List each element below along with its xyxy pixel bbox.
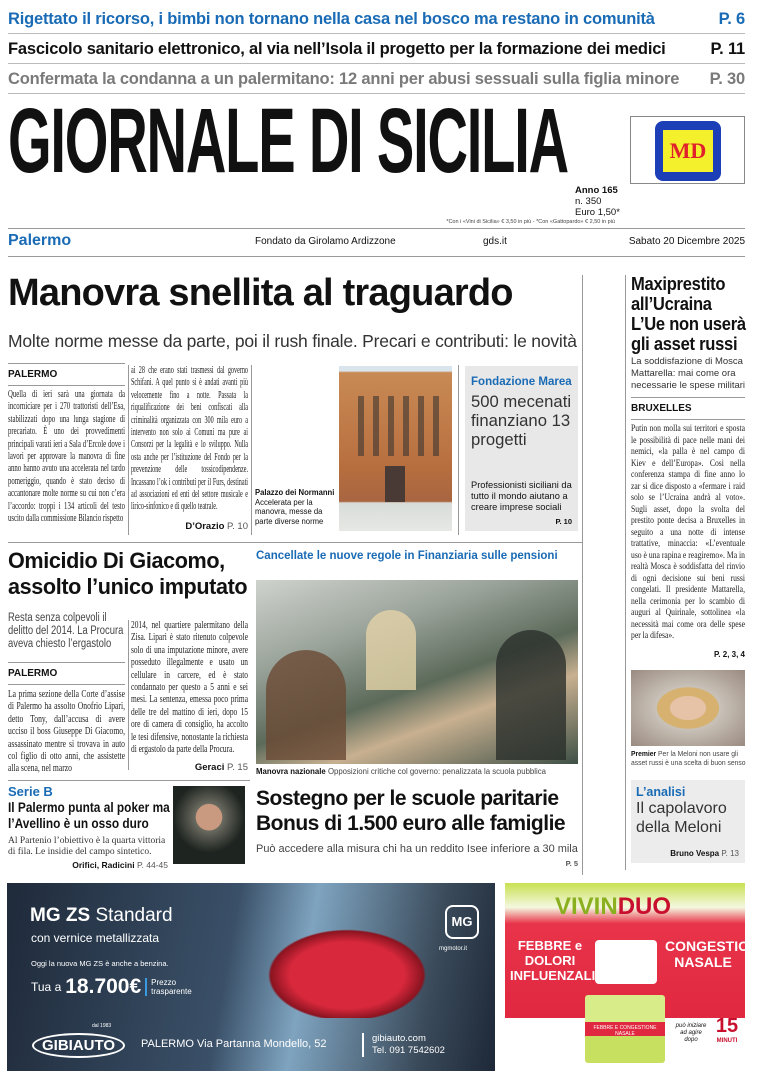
fondazione-marea-box[interactable] (465, 366, 578, 531)
ad-line: Oggi la nuova MG ZS è anche a benzina. (31, 959, 169, 968)
lead-signature: D’Orazio P. 10 (185, 521, 248, 532)
vivinduo-logo: VIVINDUO (555, 893, 672, 920)
box-title: 500 mecenati finanziano 13 progetti (471, 392, 572, 449)
anno: Anno 165 (575, 185, 618, 196)
car-image (257, 923, 437, 1018)
serie-b-kicker: Serie B (8, 784, 53, 799)
ucraina-dateline: BRUXELLES (631, 397, 745, 420)
ad-address: PALERMO Via Partanna Mondello, 52 (141, 1038, 327, 1050)
gibiauto-logo: GIBIAUTO (32, 1033, 125, 1058)
box-kicker: Fondazione Marea (471, 374, 572, 388)
site-link[interactable]: gds.it (483, 236, 507, 247)
page-ref: P. 30 (709, 70, 745, 88)
md-sponsor-logo[interactable] (630, 116, 745, 184)
issue-info (575, 185, 620, 218)
ucraina-headline[interactable]: Maxiprestito all’Ucraina L’Ue non userà gli asset russi (631, 274, 746, 354)
ucraina-page: P. 2, 3, 4 (714, 650, 745, 659)
top-headline-1[interactable] (8, 6, 745, 34)
ad-price: Tua a 18.700€ Prezzo trasparente (31, 975, 195, 999)
box-page: P. 10 (555, 517, 572, 526)
classroom-photo (256, 580, 578, 764)
price-note: *Con i «Vini di Sicilia» € 3,50 in più - *Con «Gattopardo» € 2,50 in più (446, 219, 615, 225)
page-ref: P. 6 (718, 10, 745, 28)
mg-site: mgmotor.it (439, 946, 468, 952)
ad-contacts: gibiauto.com Tel. 091 7542602 (362, 1033, 445, 1057)
meloni-caption: Premier Per la Meloni non usare gli asset russi è una scelta di buon senso (631, 749, 746, 767)
serie-b-signature: Orifici, Radicini P. 44-45 (72, 860, 168, 870)
15-minuti-badge: 15 MINUTI (715, 1015, 739, 1044)
serie-b-headline[interactable]: Il Palermo punta al poker ma l’Avellino è un osso duro (8, 800, 170, 831)
omicidio-body-col1: La prima sezione della Corte d’assise di Palermo ha assolto Onofrio Lipari, detto Tony, dall’accusa di avere ucciso il boss Giuseppe Di Giacomo, assassinato mentre si trovava in auto col figlio di otto anni, che assistette alla scena, nel marzo (8, 689, 126, 775)
top-headline-2[interactable] (8, 36, 745, 64)
lead-subhead: Molte norme messe da parte, poi il rush finale. Precari e contributi: le novità (8, 331, 577, 351)
lead-body-col2: ai 28 che erano stati trasmessi dal governo Schifani. A quel punto si è andati avanti più velocemente fino a notte. Passata la riqualificazione dei beni confiscati alla criminalità organizzata con 300 mila euro a intervento non solo ai Comuni ma pure ai Consorzi per la legalità e lo sviluppo. Nulla osta anche per l’istituzione del Fondo per la prevenzione delle tossicodipendenze. Incassano l’ok i contributi per il Furs, destinati ad associazioni ed enti del settore musicale e lirico-sinfonico e di quello teatrale. (131, 365, 248, 513)
md-logo-text: MD (663, 130, 713, 172)
lead-headline[interactable]: Manovra snellita al traguardo (8, 272, 513, 314)
scuole-subhead: Può accedere alla misura chi ha un reddito Isee inferiore a 30 mila (256, 843, 578, 855)
omicidio-dateline: PALERMO (8, 662, 125, 685)
face-illustration (595, 940, 657, 984)
prezzo: Euro 1,50* (575, 207, 620, 218)
ucraina-body: Putin non molla sui territori e sposta le possibilità di pace nelle mani dei nemici, «la palla è nel campo di Kiev e dell’Europa». Così nella conferenza stampa di fine anno lo zar si dice disposto a «fermare i raid solo se l’Ucraina andrà al voto». Sugli asset, dopo la svolta del prestito ponte decisa a Bruxelles in seguito a una notte di intense trattative, minaccia: «L’eventuale uso è una rapina e reagiremo». Ma in realtà Mosca è soddisfatta del rinvio di ogni decisione sui beni russi congelati. Il presidente Mattarella, nella cerimonia per lo scambio di auguri al Quirinale, sottolinea «la necessità mai come ora delle spese per la difesa». (631, 423, 745, 641)
palazzo-normanni-photo (339, 366, 452, 531)
serie-b-text: Al Partenio l’obiettivo è la quarta vittoria di fila. Le insidie del campo sintetico. (8, 836, 166, 857)
omicidio-subhead: Resta senza colpevoli il delitto del 2014. La Procura aveva chiesto l’ergastolo (8, 612, 124, 650)
headline-text: Rigettato il ricorso, i bimbi non tornano nella casa nel bosco ma restano in comunità (8, 10, 655, 28)
ad-model: MG ZS Standard (30, 905, 173, 926)
omicidio-headline[interactable]: Omicidio Di Giacomo, assolto l’unico imputato (8, 548, 248, 599)
classroom-caption: Manovra nazionale Opposizioni critiche col governo: penalizzata la scuola pubblica (256, 767, 546, 776)
headline-text: Fascicolo sanitario elettronico, al via nell’Isola il progetto per la formazione dei medici (8, 40, 666, 58)
ad-mg-zs[interactable] (7, 883, 495, 1071)
omicidio-signature: Geraci P. 15 (194, 762, 248, 773)
mg-logo: MG (445, 905, 479, 939)
analisi-signature: Bruno Vespa P. 13 (670, 849, 739, 858)
numero: n. 350 (575, 196, 602, 207)
meloni-photo (631, 670, 745, 746)
lead-dateline: PALERMO (8, 363, 125, 386)
ad-vivinduo[interactable] (505, 883, 768, 1071)
analisi-title: Il capolavoro della Meloni (636, 800, 727, 836)
analisi-kicker: L’analisi (636, 785, 686, 799)
pensioni-kicker[interactable]: Cancellate le nuove regole in Finanziaria sulle pensioni (256, 550, 558, 562)
page-ref: P. 11 (710, 40, 745, 58)
omicidio-body-col2: 2014, nel quartiere palermitano della Zisa. Lipari è stato ritenuto colpevole solo di una imputazione minore, avere posseduto illegalmente e usato un cellulare in carcere, ed è stato condannato per questo a 5 anni e sei mesi. La sentenza, emessa poco prima delle tre del mattino di ieri, dopo 15 ore di camera di consiglio, ha accolto le tesi difensive, nonostante la richiesta di ergastolo da parte della Procura. (131, 620, 248, 756)
product-pack: FEBBRE E CONGESTIONE NASALE (585, 995, 665, 1063)
date: Sabato 20 Dicembre 2025 (628, 236, 745, 247)
ad-tagline: con vernice metallizzata (31, 931, 160, 945)
scuole-page: P. 5 (565, 859, 578, 868)
lead-body-col1: Quella di ieri sarà una giornata da incorniciare per i 270 trattoristi dell’Esa, stabilizzati dopo una lunga stagione di precariato. È uno dei provvedimenti principali varati ieri a Sala d’Ercole dove i lavori per approvare la manovra di fine anno hanno avuto una accelerata nel tardo pomeriggio, quando è stato deciso di accantonare molte norme su cui non c’era l’accordo: troppi i 134 articoli del testo uscito dalla commissione Bilancio rispetto (8, 389, 125, 525)
box-text: Professionisti siciliani da tutto il mondo aiutano a creare imprese sociali (471, 480, 572, 512)
edition: Palermo (8, 232, 72, 249)
coach-photo (173, 786, 245, 864)
headline-text: Confermata la condanna a un palermitano: 12 anni per abusi sessuali sulla figlia minore (8, 70, 680, 88)
dealer-since: dal 1983 (92, 1023, 112, 1029)
scuole-headline[interactable]: Sostegno per le scuole paritarie Bonus di 1.500 euro alle famiglie (256, 787, 566, 835)
analisi-box[interactable] (631, 780, 745, 863)
founder: Fondato da Girolamo Ardizzone (255, 236, 396, 247)
ucraina-subhead: La soddisfazione di Mosca Mattarella: mai come ora necessarie le spese militari (631, 356, 746, 391)
masthead-title: GIORNALE DI SICILIA (8, 90, 568, 192)
badge-text: può iniziare ad agire dopo (675, 1023, 707, 1043)
ad-left-text: FEBBRE e DOLORI INFLUENZALI (510, 938, 596, 983)
ad-right-text: CONGESTIONE NASALE (665, 938, 768, 970)
photo-caption: Palazzo dei Normanni Accelerata per la manovra, messe da parte diverse norme (255, 488, 335, 526)
